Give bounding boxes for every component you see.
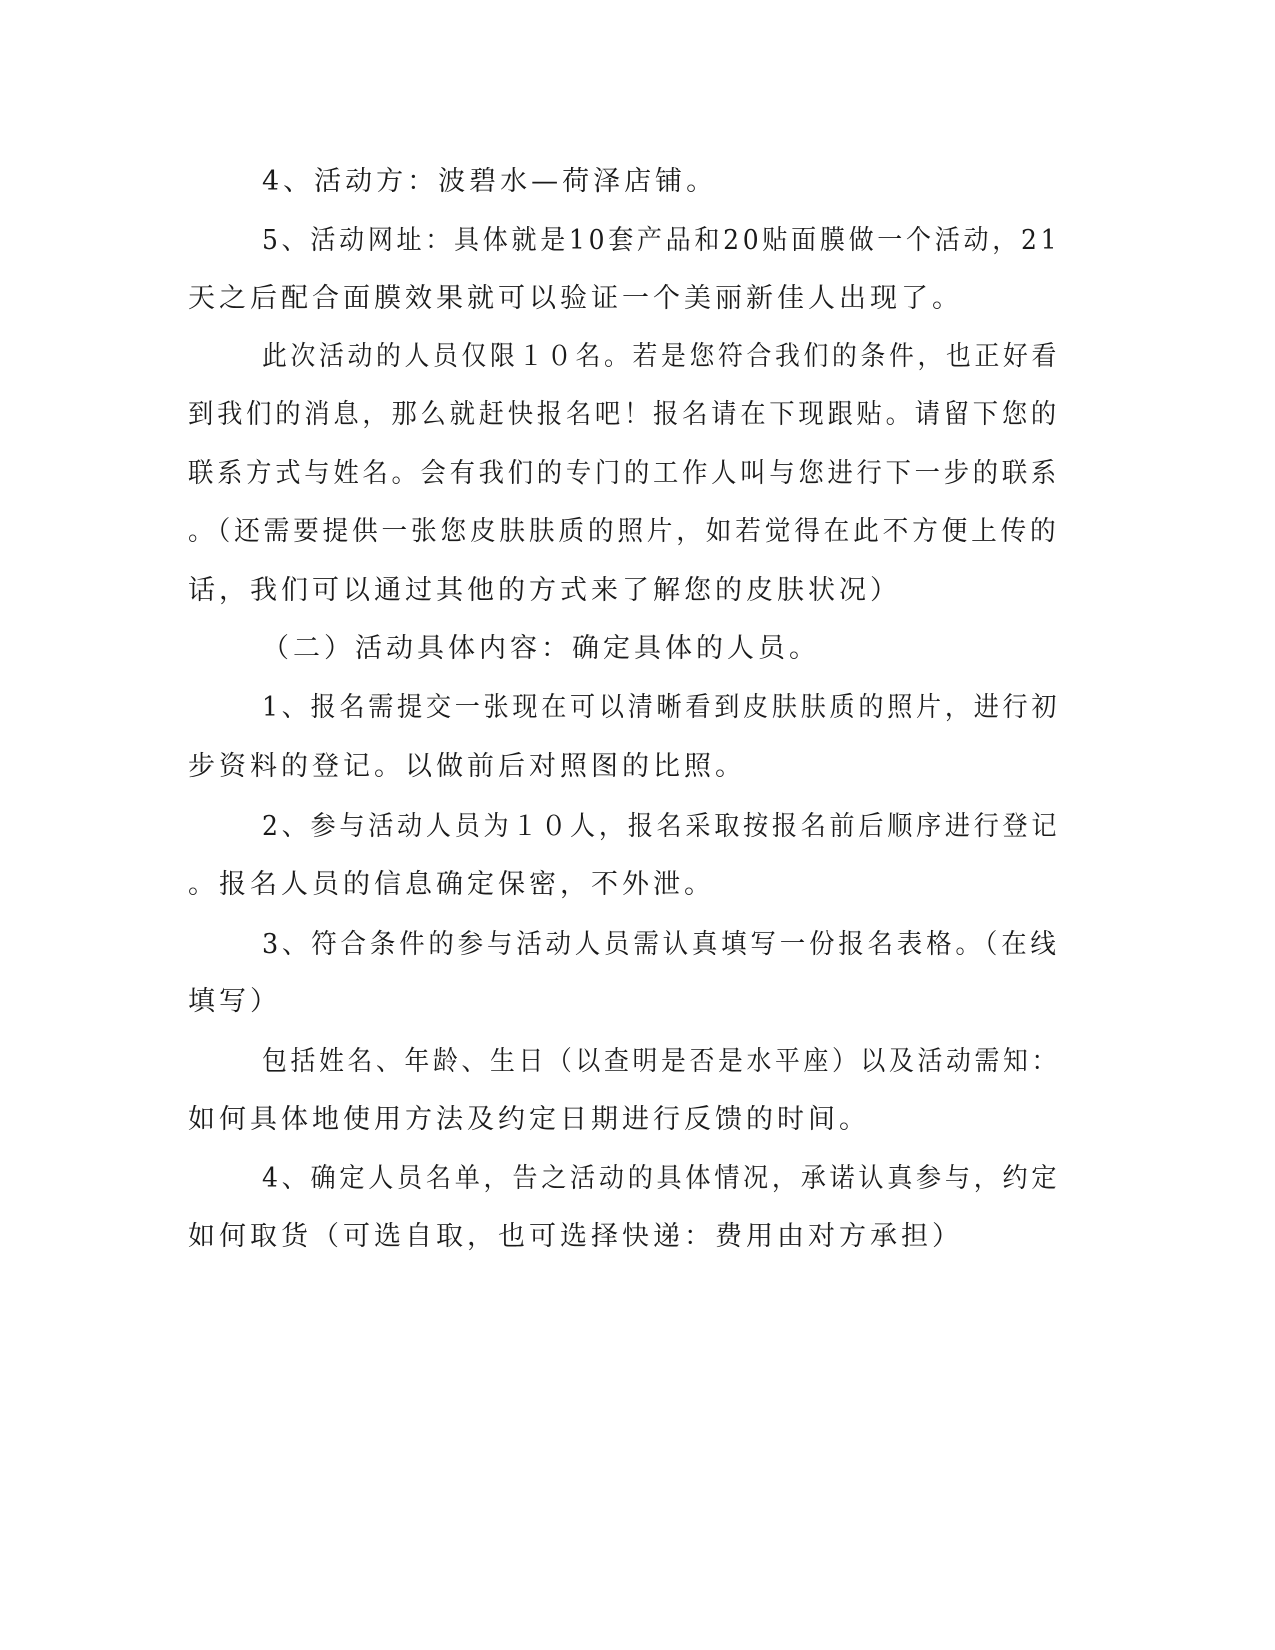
text-line: 2、参与活动人员为１０人，报名采取按报名前后顺序进行登记 <box>262 811 1061 842</box>
text-line: 联系方式与姓名。会有我们的专门的工作人叫与您进行下一步的联系 <box>188 458 1060 489</box>
text-line: 天之后配合面膜效果就可以验证一个美丽新佳人出现了。 <box>188 283 963 314</box>
text-line: 包括姓名、年龄、生日（以查明是否是水平座）以及活动需知： <box>262 1046 1061 1077</box>
text-line: 填写） <box>188 986 281 1017</box>
text-line: 此次活动的人员仅限１０名。若是您符合我们的条件，也正好看 <box>262 341 1061 372</box>
text-line: 。（还需要提供一张您皮肤肤质的照片，如若觉得在此不方便上传的 <box>188 516 1060 547</box>
text-line: 步资料的登记。以做前后对照图的比照。 <box>188 751 746 782</box>
text-line: 话，我们可以通过其他的方式来了解您的皮肤状况） <box>188 575 901 606</box>
text-line: 4、确定人员名单，告之活动的具体情况，承诺认真参与，约定 <box>262 1163 1061 1194</box>
text-line: 5、活动网址：具体就是10套产品和20贴面膜做一个活动，21 <box>262 225 1061 256</box>
text-line: 3、符合条件的参与活动人员需认真填写一份报名表格。（在线 <box>262 929 1060 960</box>
text-line: 。报名人员的信息确定保密，不外泄。 <box>188 869 715 900</box>
text-line: 4、活动方：波碧水—荷泽店铺。 <box>262 166 718 197</box>
text-line: 1、报名需提交一张现在可以清晰看到皮肤肤质的照片，进行初 <box>262 692 1061 723</box>
text-line: 到我们的消息，那么就赶快报名吧！报名请在下现跟贴。请留下您的 <box>188 399 1060 430</box>
text-line: （二）活动具体内容：确定具体的人员。 <box>262 633 820 664</box>
text-line: 如何具体地使用方法及约定日期进行反馈的时间。 <box>188 1104 870 1135</box>
text-line: 如何取货（可选自取，也可选择快递：费用由对方承担） <box>188 1221 963 1252</box>
